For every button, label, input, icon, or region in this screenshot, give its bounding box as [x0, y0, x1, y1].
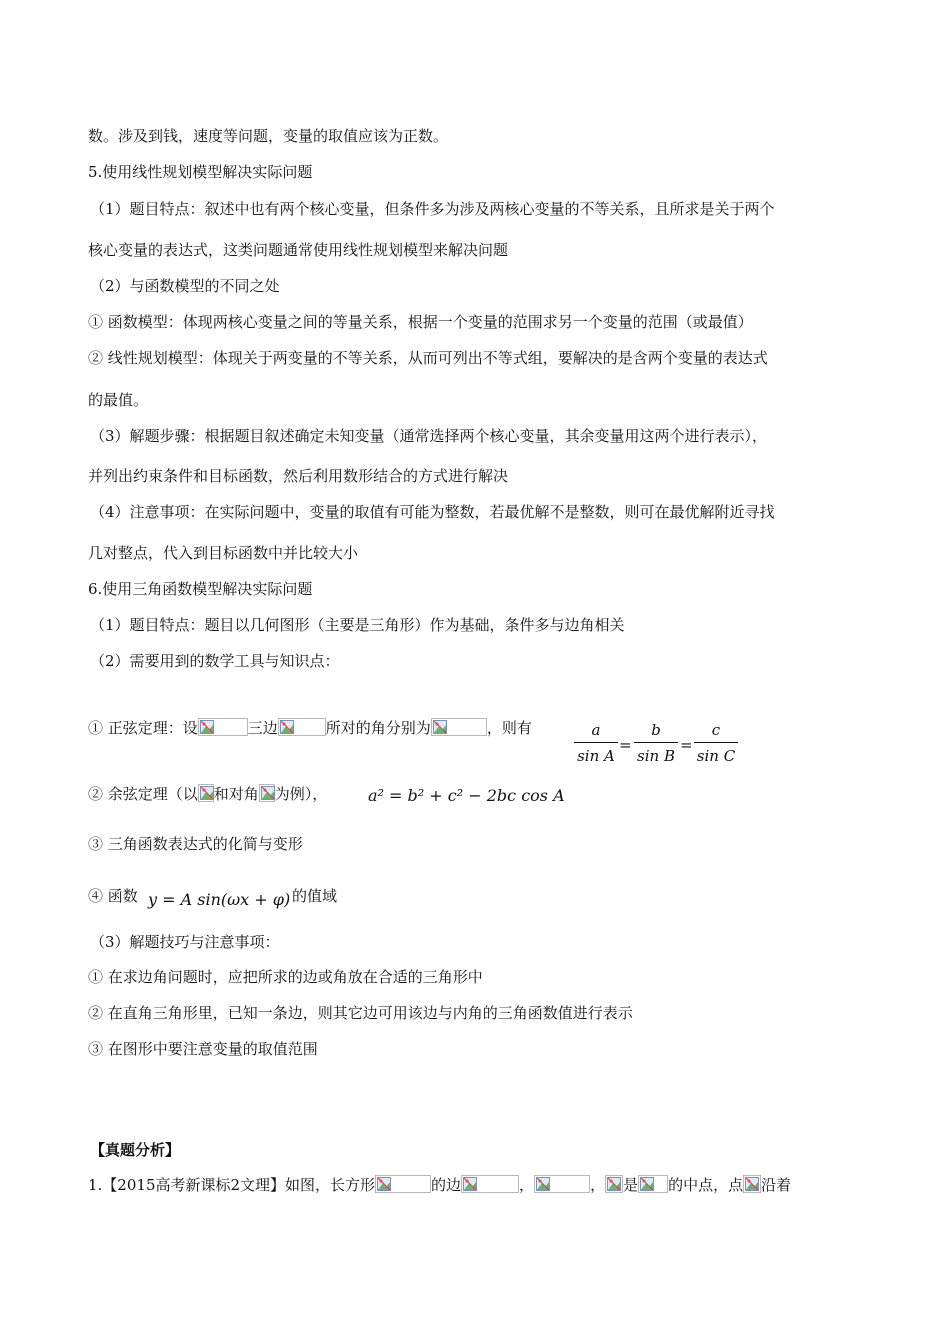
range-text: ④ 函数: [88, 887, 138, 905]
text-line: （3）解题技巧与注意事项：: [90, 933, 280, 951]
sine-law-text: ① 正弦定理：设: [88, 719, 198, 737]
sine-law-text: ，则有: [486, 719, 532, 737]
fraction-denominator: sin A: [577, 747, 615, 765]
broken-image-icon: [375, 1175, 431, 1193]
section-heading: 5.使用线性规划模型解决实际问题: [88, 163, 313, 181]
problem-text: ，: [590, 1176, 606, 1194]
broken-image-icon: [198, 718, 248, 736]
problem-text: 1.【2015高考新课标2文理】如图，长方形: [88, 1176, 376, 1194]
range-line: [88, 886, 138, 906]
text-line: 核心变量的表达式，这类问题通常使用线性规划模型来解决问题: [88, 241, 509, 259]
section-heading: 6.使用三角函数模型解决实际问题: [88, 580, 313, 598]
fraction-numerator: b: [634, 720, 678, 743]
broken-image-icon: [534, 1175, 590, 1193]
text-line: ③ 三角函数表达式的化简与变形: [88, 835, 303, 853]
cosine-law-text: 和对角: [213, 785, 259, 803]
text-line: （3）解题步骤：根据题目叙述确定未知变量（通常选择两个核心变量，其余变量用这两个进行表示），: [90, 427, 768, 445]
broken-image-icon: [638, 1175, 668, 1193]
broken-image-icon: [431, 718, 487, 736]
text-line: 并列出约束条件和目标函数，然后利用数形结合的方式进行解决: [88, 467, 509, 485]
sinusoid-formula: y = A sin(ωx + φ): [148, 890, 291, 909]
broken-image-icon: [743, 1175, 761, 1193]
text-line: ① 函数模型：体现两核心变量之间的等量关系，根据一个变量的范围求另一个变量的范围（或最值）: [88, 313, 753, 331]
fraction-numerator: a: [574, 720, 618, 743]
broken-image-icon: [259, 784, 275, 802]
cosine-law-line: [88, 784, 327, 804]
sine-law-text: 所对的角分别为: [325, 719, 431, 737]
range-text: 的值域: [292, 887, 338, 905]
broken-image-icon: [461, 1175, 519, 1193]
sine-law-fraction-a: [574, 720, 618, 766]
text-line: 几对整点，代入到目标函数中并比较大小: [88, 544, 359, 562]
sine-law-line: [88, 718, 532, 738]
broken-image-icon: [605, 1175, 623, 1193]
sine-law-text: 三边: [247, 719, 278, 737]
text-line: ③ 在图形中要注意变量的取值范围: [88, 1040, 318, 1058]
broken-image-icon: [198, 784, 214, 802]
problem-text: 是: [623, 1176, 639, 1194]
text-line: ② 线性规划模型：体现关于两变量的不等关系，从而可列出不等式组，要解决的是含两个变量的表达式: [88, 349, 768, 367]
problem-text: 沿着: [761, 1176, 792, 1194]
section-title: 【真题分析】: [90, 1141, 181, 1159]
text-line: ② 在直角三角形里，已知一条边，则其它边可用该边与内角的三角函数值进行表示: [88, 1004, 633, 1022]
problem-text: 的边: [431, 1176, 462, 1194]
text-line: （1）题目特点：题目以几何图形（主要是三角形）作为基础，条件多与边角相关: [90, 616, 625, 634]
equals-sign: =: [619, 736, 632, 754]
equals-sign: =: [680, 736, 693, 754]
text-line: （4）注意事项：在实际问题中，变量的取值有可能为整数，若最优解不是整数，则可在最优解附近寻找: [90, 503, 775, 521]
broken-image-icon: [278, 718, 326, 736]
sine-law-fraction-c: [694, 720, 738, 766]
text-line: （1）题目特点：叙述中也有两个核心变量，但条件多为涉及两核心变量的不等关系，且所求是关于两个: [90, 200, 775, 218]
cosine-law-formula: a² = b² + c² − 2bc cos A: [368, 786, 565, 805]
fraction-denominator: sin C: [696, 747, 736, 765]
text-line: （2）需要用到的数学工具与知识点：: [90, 652, 340, 670]
text-line: 数。涉及到钱，速度等问题，变量的取值应该为正数。: [88, 127, 449, 145]
cosine-law-text: ② 余弦定理（以: [88, 785, 198, 803]
problem-text: ，: [519, 1176, 535, 1194]
text-line: 的最值。: [88, 391, 149, 409]
fraction-numerator: c: [694, 720, 738, 743]
problem-text: 的中点，点: [668, 1176, 744, 1194]
sine-law-fraction-b: [634, 720, 678, 766]
cosine-law-text: 为例），: [274, 785, 328, 803]
text-line: （2）与函数模型的不同之处: [90, 277, 280, 295]
fraction-denominator: sin B: [637, 747, 675, 765]
text-line: ① 在求边角问题时，应把所求的边或角放在合适的三角形中: [88, 968, 483, 986]
problem-line: [88, 1175, 791, 1195]
